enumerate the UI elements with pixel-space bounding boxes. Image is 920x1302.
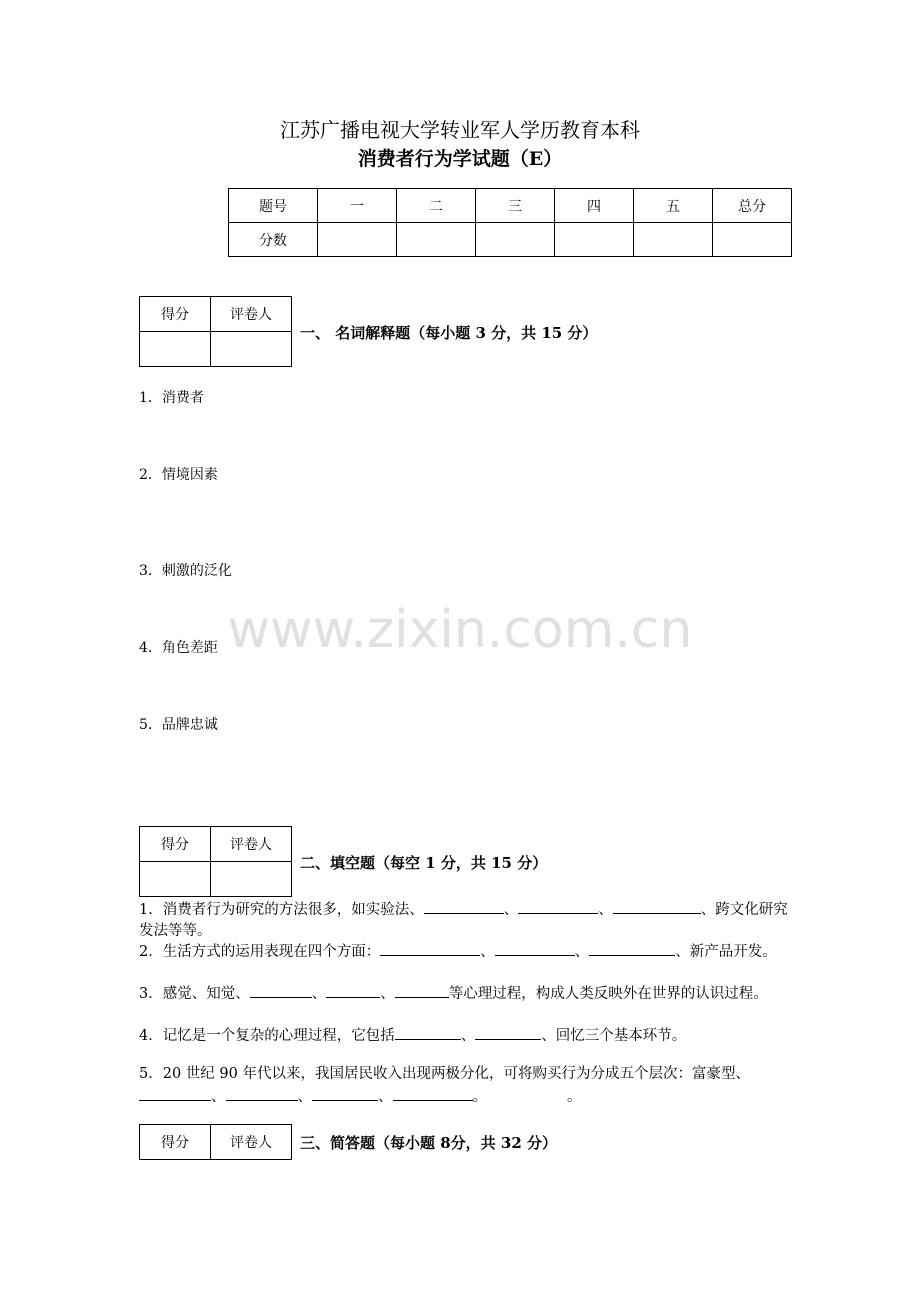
score-table-cell: 总分 <box>713 189 792 223</box>
grader-box <box>139 1124 292 1160</box>
score-table-score-row <box>229 223 792 257</box>
separator: 、 <box>311 986 327 1002</box>
question-text: 、新产品开发。 <box>675 944 777 960</box>
answer-blank[interactable] <box>589 940 675 956</box>
score-input-cell[interactable] <box>634 223 713 257</box>
fill-question <box>139 1064 794 1108</box>
answer-blank[interactable] <box>475 1024 541 1040</box>
score-table-cell: 五 <box>634 189 713 223</box>
score-input-cell[interactable] <box>476 223 555 257</box>
question-text: 、跨文化研究发法等等。 <box>139 902 788 939</box>
score-input-cell[interactable] <box>140 862 211 897</box>
score-input-cell[interactable] <box>140 332 211 367</box>
grader-box <box>139 296 292 367</box>
question-text: 3．感觉、知觉、 <box>139 986 250 1002</box>
question-text: 4．记忆是一个复杂的心理过程，它包括 <box>139 1028 395 1044</box>
separator: 、 <box>503 902 519 918</box>
answer-blank[interactable] <box>312 1085 378 1101</box>
score-input-cell[interactable] <box>318 223 397 257</box>
answer-blank[interactable] <box>613 898 701 914</box>
question-item: 2．情境因素 <box>139 467 218 483</box>
question-text: 。 <box>472 1089 487 1105</box>
score-table-cell: 三 <box>476 189 555 223</box>
question-text: 5．20 世纪 90 年代以来，我国居民收入出现两极分化，可将购买行为分成五个层次：富豪型、 <box>139 1066 750 1082</box>
separator: 、 <box>380 986 395 1002</box>
separator: 、 <box>460 1028 476 1044</box>
question-text: 等心理过程，构成人类反映外在世界的认识过程。 <box>448 986 768 1002</box>
score-table-cell: 四 <box>555 189 634 223</box>
separator: 、 <box>598 902 613 918</box>
score-input-cell[interactable] <box>713 223 792 257</box>
grader-label: 评卷人 <box>211 827 292 862</box>
section-title: 二、填空题（每空 1 分，共 15 分） <box>300 854 548 872</box>
answer-blank[interactable] <box>326 982 380 998</box>
separator: 、 <box>574 944 590 960</box>
answer-blank[interactable] <box>395 1024 461 1040</box>
question-text: 。 <box>567 1089 582 1105</box>
separator: 、 <box>297 1089 312 1105</box>
exam-institution-title: 江苏广播电视大学转业军人学历教育本科 <box>280 118 640 142</box>
score-table-header-row <box>229 189 792 223</box>
score-input-cell[interactable] <box>555 223 634 257</box>
question-text: 、回忆三个基本环节。 <box>541 1028 687 1044</box>
fill-question <box>139 940 794 963</box>
section-title: 一、 名词解释题（每小题 3 分，共 15 分） <box>300 324 598 342</box>
grader-label: 评卷人 <box>211 1125 292 1160</box>
fill-question <box>139 898 794 942</box>
grader-label: 评卷人 <box>211 297 292 332</box>
answer-blank[interactable] <box>393 1085 473 1101</box>
answer-blank[interactable] <box>395 982 449 998</box>
question-item: 1．消费者 <box>139 390 204 406</box>
answer-blank[interactable] <box>226 1085 298 1101</box>
grader-input-cell[interactable] <box>211 862 292 897</box>
score-input-cell[interactable] <box>397 223 476 257</box>
score-label: 得分 <box>140 297 211 332</box>
answer-blank[interactable] <box>139 1085 211 1101</box>
answer-blank[interactable] <box>424 898 504 914</box>
exam-course-title: 消费者行为学试题（E） <box>357 148 563 170</box>
answer-blank[interactable] <box>518 898 598 914</box>
grader-box <box>139 826 292 897</box>
score-table <box>228 188 792 257</box>
score-label: 得分 <box>140 1125 211 1160</box>
score-table-cell: 一 <box>318 189 397 223</box>
score-table-cell: 分数 <box>229 223 318 257</box>
separator: 、 <box>378 1089 393 1105</box>
separator: 、 <box>211 1089 226 1105</box>
answer-blank[interactable] <box>495 940 575 956</box>
question-item: 3．刺激的泛化 <box>139 563 232 579</box>
separator: 、 <box>480 944 495 960</box>
watermark: www.zixin.com.cn <box>227 600 693 660</box>
fill-question <box>139 982 794 1005</box>
question-text: 1．消费者行为研究的方法很多，如实验法、 <box>139 902 424 918</box>
fill-question <box>139 1024 794 1047</box>
answer-blank[interactable] <box>380 940 480 956</box>
answer-blank[interactable] <box>250 982 312 998</box>
grader-input-cell[interactable] <box>211 332 292 367</box>
score-table-cell: 题号 <box>229 189 318 223</box>
section-title: 三、简答题（每小题 8分，共 32 分） <box>300 1134 557 1152</box>
score-label: 得分 <box>140 827 211 862</box>
question-item: 5．品牌忠诚 <box>139 717 218 733</box>
question-text: 2．生活方式的运用表现在四个方面： <box>139 944 381 960</box>
score-table-cell: 二 <box>397 189 476 223</box>
question-item: 4．角色差距 <box>139 640 218 656</box>
